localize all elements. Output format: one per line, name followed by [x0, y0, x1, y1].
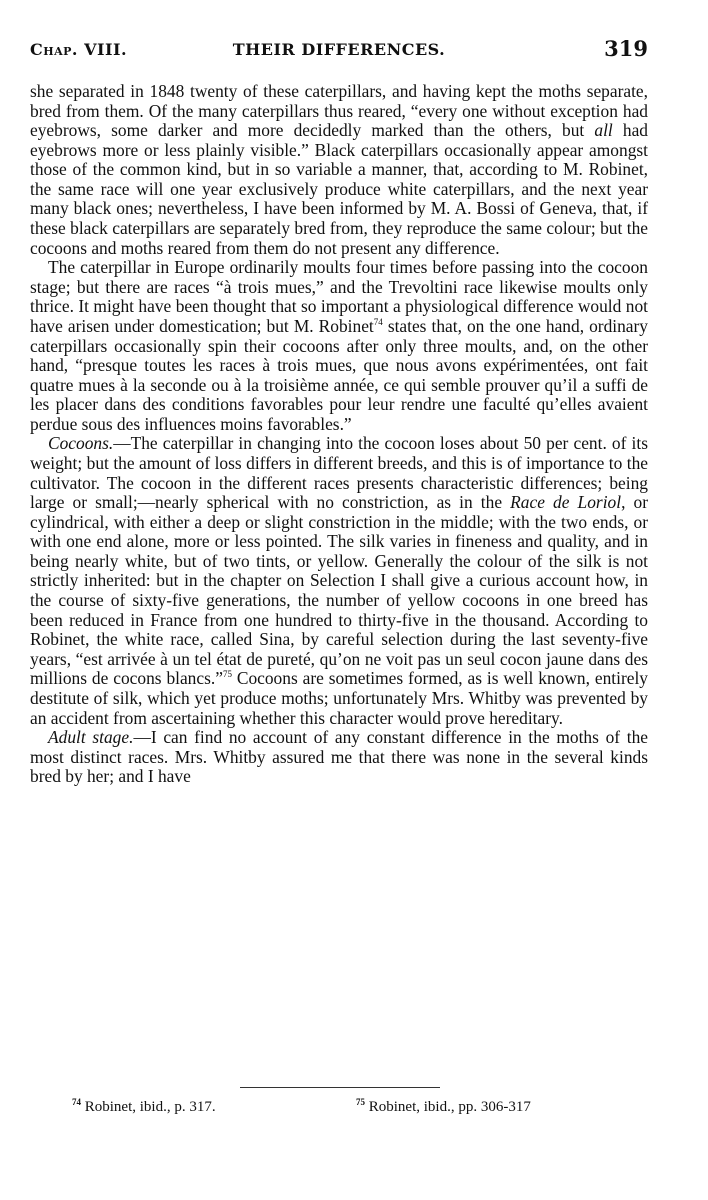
paragraph-3	[30, 434, 648, 728]
footnote-number-75: 75	[356, 1097, 365, 1107]
footnote-ref-74: 74	[373, 316, 383, 327]
footnote-75	[356, 1099, 531, 1116]
paragraph-4	[30, 728, 648, 787]
p3-text-1: —The caterpillar in changing into the cocoon loses about 50 per cent. of its weight; but the amount of loss differs in different breeds, and this is of importance to the cultivator. The cocoon in the different races presents characteristic differences; being large or small;—nearly spherical with no constriction, as in the	[30, 433, 648, 513]
paragraph-1	[30, 82, 648, 258]
p4-text-1: —I can find no account of any constant difference in the moths of the most distinct races. Mrs. Whitby assured me that there was none in the several kinds bred by her; and I have	[30, 727, 648, 787]
page-number: 319	[604, 36, 648, 61]
chapter-label: Chap. VIII.	[30, 40, 128, 59]
footnote-number-74: 74	[72, 1097, 81, 1107]
p3-text-3: Cocoons are sometimes formed, as is well known, entirely destitute of silk, which yet produce moths; unfortunately Mrs. Whitby was prevented by an accident from ascertaining whether this character would prove hereditary.	[30, 668, 648, 728]
paragraph-2	[30, 258, 648, 434]
p1-text-1: she separated in 1848 twenty of these caterpillars, and having kept the moths separate, bred from them. Of the many caterpillars thus reared, “every one without exception had eyebrows, some darker and more decidedly marked than the others, but	[30, 81, 648, 141]
running-header	[30, 38, 648, 62]
p4-heading-adult: Adult stage.	[48, 727, 134, 748]
footnote-text-74: Robinet, ibid., p. 317.	[81, 1099, 216, 1115]
footnote-text-75: Robinet, ibid., pp. 306-317	[365, 1099, 531, 1115]
p3-text-2: , or cylindrical, with either a deep or slight constriction in the middle; with the two ends, or with one end alone, more or less pointed. The silk varies in fineness and quality, and in being nearly white, but of two tints, or yellow. Generally the colour of the silk is not strictly inherited: but in the chapter on Selection I shall give a curious account how, in the course of sixty-five generations, the number of yellow cocoons in one breed has been reduced in France from one hundred to thirty-five in the thousand. According to Robinet, the white race, called Sina, by careful selection during the last seventy-five years, “est arrivée à un tel état de pureté, qu’on ne voit pas un seul cocon jaune dans des millions de cocons blancs.”	[30, 492, 649, 689]
p2-text-1: The caterpillar in Europe ordinarily moults four times before passing into the cocoon stage; but there are races “à trois mues,” and the Trevoltini race likewise moults only thrice. It might have been thought that so important a physiological difference would not have arisen under domestication; but M. Robinet	[30, 257, 648, 336]
footnote-74	[72, 1099, 216, 1116]
footnote-ref-75: 75	[222, 669, 232, 680]
running-title: THEIR DIFFERENCES.	[232, 40, 446, 59]
p2-text-2: states that, on the one hand, ordinary caterpillars occasionally spin their cocoons after only three moults, and, on the other hand, “presque toutes les races à trois mues, que nous avons expérimentées, ont fait quatre mues à la seconde ou à la troisième année, ce qui semble prouver qu’il a suffi de les placer dans des conditions favorables pour leur rendre une faculté qu’elles avaient perdue sous des influences moins favorables.”	[30, 315, 649, 434]
footnote-rule	[240, 1087, 440, 1088]
p3-heading-cocoons: Cocoons.	[48, 433, 114, 454]
p1-text-2: had eyebrows more or less plainly visible.” Black caterpillars occasionally appear amongst those of the common kind, but in so variable a manner, that, according to M. Robinet, the same race will one year exclusively produce white caterpillars, and the next year many black ones; nevertheless, I have been informed by M. A. Bossi of Geneva, that, if these black caterpillars are separately bred from, they reproduce the same colour; but the cocoons and moths reared from them do not present any difference.	[30, 120, 648, 258]
p1-italic-all: all	[594, 120, 613, 141]
p3-italic-race: Race de Loriol	[510, 492, 622, 513]
body-text	[30, 82, 648, 787]
